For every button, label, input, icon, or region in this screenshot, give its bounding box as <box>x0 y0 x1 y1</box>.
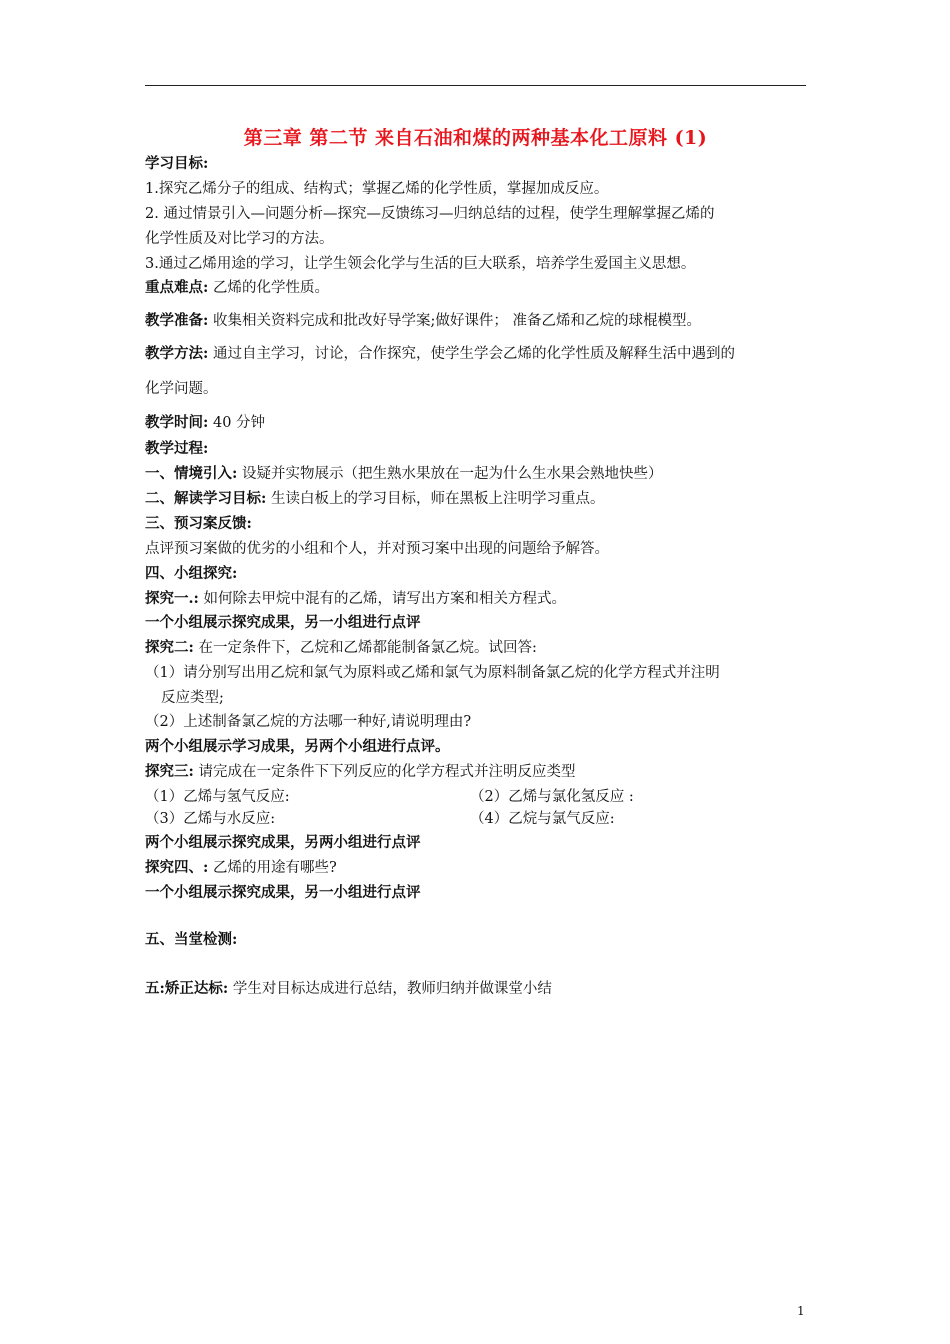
inquiry-2-question-1-line-1: （1）请分别写出用乙烷和氯气为原料或乙烯和氯气为原料制备氯乙烷的化学方程式并注明 <box>145 665 720 681</box>
page-title: 第三章 第二节 来自石油和煤的两种基本化工原料 (1) <box>243 127 708 149</box>
inquiry-1-note: 一个小组展示探究成果，另一小组进行点评 <box>145 614 421 631</box>
methods <box>145 345 735 363</box>
inquiry-3-text: 请完成在一定条件下下列反应的化学方程式并注明反应类型 <box>193 764 576 780</box>
inquiry-2-note: 两个小组展示学习成果，另两个小组进行点评。 <box>145 738 450 755</box>
process-heading: 教学过程: <box>145 440 209 457</box>
inquiry-3-reaction-4: （4）乙烷与氯气反应: <box>470 811 615 827</box>
preparation-text: 收集相关资料完成和批改好导学案;做好课件； 准备乙烯和乙烷的球棍模型。 <box>208 313 701 329</box>
inquiry-3-label: 探究三: <box>145 763 194 780</box>
inquiry-3-reaction-3: （3）乙烯与水反应: <box>145 811 276 827</box>
inquiry-2-question-1-line-2: 反应类型; <box>161 690 224 706</box>
inquiry-3-reaction-2: （2）乙烯与氯化氢反应 : <box>470 789 634 805</box>
goal-item-2-line-2: 化学性质及对比学习的方法。 <box>145 231 334 247</box>
goal-item-2-line-1: 2. 通过情景引入—问题分析—探究—反馈练习—归纳总结的过程，使学生理解掌握乙烯的 <box>145 206 715 222</box>
time-text: 40 分钟 <box>208 415 266 431</box>
inquiry-1 <box>145 590 566 608</box>
step-2 <box>145 490 604 508</box>
inquiry-2-question-2: （2）上述制备氯乙烷的方法哪一种好,请说明理由? <box>145 714 472 730</box>
inquiry-4-label: 探究四、: <box>145 859 209 876</box>
key-points-label: 重点难点: <box>145 279 209 296</box>
step-2-label: 二、解读学习目标: <box>145 490 267 507</box>
goal-item-3: 3.通过乙烯用途的学习，让学生领会化学与生活的巨大联系，培养学生爱国主义思想。 <box>145 256 696 272</box>
inquiry-2-label: 探究二: <box>145 639 194 656</box>
step-2-text: 生读白板上的学习目标，师在黑板上注明学习重点。 <box>266 491 605 507</box>
goals-heading: 学习目标: <box>145 155 209 172</box>
inquiry-1-text: 如何除去甲烷中混有的乙烯，请写出方案和相关方程式。 <box>198 591 567 607</box>
inquiry-2-text: 在一定条件下，乙烷和乙烯都能制备氯乙烷。试回答: <box>193 640 537 656</box>
inquiry-4-text: 乙烯的用途有哪些? <box>208 860 337 876</box>
time-label: 教学时间: <box>145 414 209 431</box>
step-6 <box>145 980 552 998</box>
inquiry-3 <box>145 763 575 781</box>
step-1 <box>145 465 662 483</box>
methods-text-line-2: 化学问题。 <box>145 381 218 397</box>
inquiry-3-note: 两个小组展示探究成果，另两小组进行点评 <box>145 834 421 851</box>
inquiry-4 <box>145 859 337 877</box>
step-1-text: 设疑并实物展示（把生熟水果放在一起为什么生水果会熟地快些） <box>237 466 663 482</box>
methods-label: 教学方法: <box>145 345 209 362</box>
inquiry-3-reaction-1: （1）乙烯与氢气反应: <box>145 789 290 805</box>
key-points-text: 乙烯的化学性质。 <box>208 280 329 296</box>
preparation-label: 教学准备: <box>145 312 209 329</box>
step-4-label: 四、小组探究: <box>145 565 238 582</box>
page-number: 1 <box>797 1304 805 1318</box>
key-points <box>145 279 329 297</box>
inquiry-1-label: 探究一.: <box>145 590 199 607</box>
inquiry-4-note: 一个小组展示探究成果，另一小组进行点评 <box>145 884 421 901</box>
goal-item-1: 1.探究乙烯分子的组成、结构式；掌握乙烯的化学性质，掌握加成反应。 <box>145 181 609 197</box>
header-rule <box>145 85 806 86</box>
inquiry-2 <box>145 639 537 657</box>
step-5-label: 五、当堂检测: <box>145 931 238 948</box>
step-6-label: 五:矫正达标: <box>145 980 229 997</box>
preparation <box>145 312 701 330</box>
step-1-label: 一、情境引入: <box>145 465 238 482</box>
step-3-label: 三、预习案反馈: <box>145 515 252 532</box>
teaching-time <box>145 414 265 432</box>
methods-text-line-1: 通过自主学习，讨论，合作探究，使学生学会乙烯的化学性质及解释生活中遇到的 <box>208 346 735 362</box>
step-6-text: 学生对目标达成进行总结，教师归纳并做课堂小结 <box>228 981 552 997</box>
step-3-text: 点评预习案做的优劣的小组和个人，并对预习案中出现的问题给予解答。 <box>145 541 609 557</box>
